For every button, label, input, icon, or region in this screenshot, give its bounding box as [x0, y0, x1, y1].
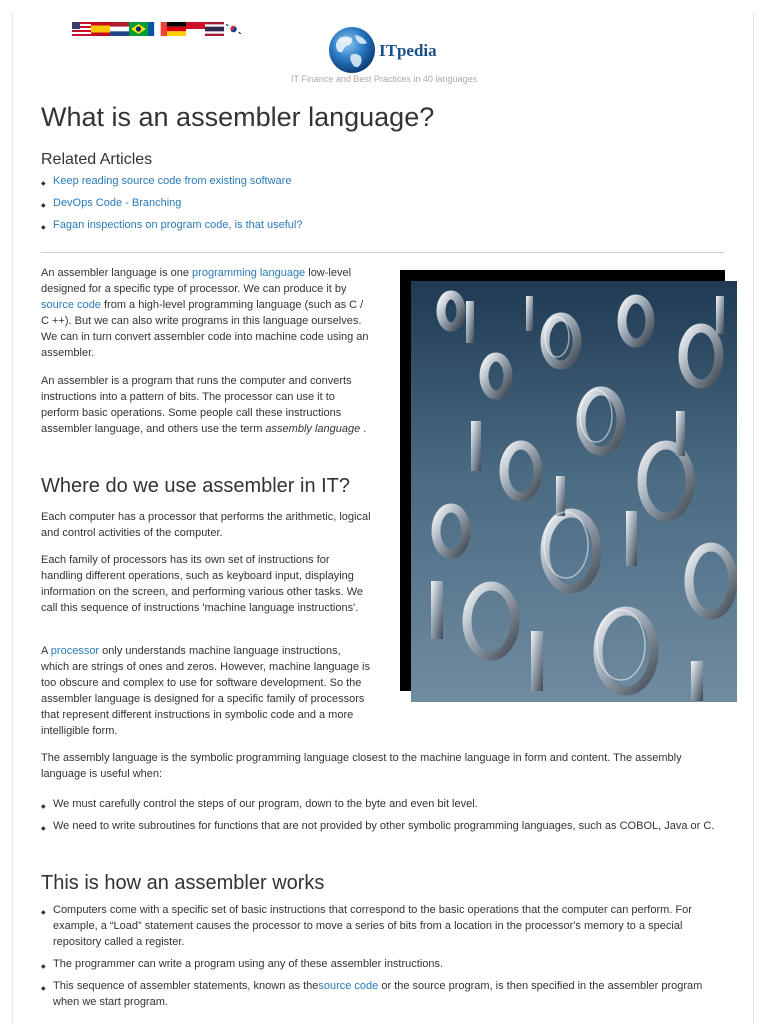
logo-text: ITpedia: [379, 41, 437, 60]
text-span: or the source program, is then specified in the assembler program when we start program.: [53, 980, 703, 1008]
related-articles-list: [41, 174, 302, 240]
list-item: ◆ We must carefully control the steps of our program, down to the byte and even bit level.: [41, 796, 726, 812]
flag-nl-icon[interactable]: [110, 22, 129, 36]
flag-br-icon[interactable]: [129, 22, 148, 36]
related-link-source-code[interactable]: Keep reading source code from existing software: [53, 175, 292, 187]
assembler-paragraph: [41, 373, 371, 437]
section-divider: [41, 252, 725, 253]
assembly-usefulness-paragraph: The assembly language is the symbolic programming language closest to the machine language in form and content. The assembly language is useful when:: [41, 752, 682, 780]
list-item: [41, 174, 302, 196]
how-heading: This is how an assembler works: [41, 872, 325, 894]
page-border-left: [12, 12, 13, 1024]
list-item: ◆ Computers come with a specific set of basic instructions that correspond to the basic operations that the computer can perform. For example, a “Load” statement causes the processor to move a series of bits from a location in the processor's memory to a special repository called a register.: [41, 902, 726, 950]
article-image: [400, 270, 737, 702]
text-span: A: [41, 645, 51, 657]
flag-us-icon[interactable]: [72, 22, 91, 36]
list-item: [41, 218, 302, 240]
assembly-language-term: assembly language: [265, 423, 361, 435]
text-span: An assembler is a program that runs the computer and converts instructions into a pattern of bits. The processor can use it to perform basic operations. Some people call these instructions assembler language, and others use the term: [41, 375, 352, 435]
text-span: from a high-level programming language (such as C / C ++). But we can also write programs in this language ourselves. We can in turn convert assembler code into machine code using an assembler.: [41, 299, 369, 359]
processor-link[interactable]: processor: [50, 645, 100, 657]
flag-th-icon[interactable]: [205, 22, 224, 36]
page-border-right: [753, 12, 754, 1024]
related-link-devops[interactable]: DevOps Code - Branching: [53, 197, 182, 209]
intro-paragraph: [41, 265, 371, 361]
binary-digits-image: [411, 281, 737, 702]
list-item: ◆ We need to write subroutines for functions that are not provided by other symbolic programming languages, such as COBOL, Java or C.: [41, 818, 726, 834]
source-code-link[interactable]: source code: [41, 299, 101, 311]
text-span: This sequence of assembler statements, known as the: [53, 980, 319, 992]
related-link-fagan[interactable]: Fagan inspections on program code, is that useful?: [53, 219, 303, 231]
where-heading: Where do we use assembler in IT?: [41, 475, 351, 497]
language-flags: [72, 22, 243, 36]
site-logo[interactable]: [327, 25, 437, 75]
text-span: .: [360, 423, 367, 435]
flag-fr-icon[interactable]: [148, 22, 167, 36]
flag-es-icon[interactable]: [91, 22, 110, 36]
list-item: ◆ The programmer can write a program using any of these assembler instructions.: [41, 956, 726, 972]
uses-list: [41, 796, 726, 834]
how-list: [41, 902, 726, 1010]
list-item: [41, 978, 726, 1010]
source-code-link-2[interactable]: source code: [318, 980, 379, 992]
text-span: only understands machine language instructions, which are strings of ones and zeros. However, machine language is too obscure and complex to use for software development. So the assembler language is designed for a specific family of processors that represent different instructions in symbolic code and a more intelligible form.: [41, 645, 370, 737]
page-title: What is an assembler language?: [41, 102, 435, 132]
machine-language-paragraph: [41, 643, 371, 739]
flag-id-icon[interactable]: [186, 22, 205, 36]
processor-paragraph: Each computer has a processor that performs the arithmetic, logical and control activities of the computer.: [41, 511, 371, 539]
list-item: [41, 196, 302, 218]
globe-icon: [327, 25, 377, 75]
flag-kr-icon[interactable]: [224, 22, 243, 36]
flag-de-icon[interactable]: [167, 22, 186, 36]
site-tagline: IT Finance and Best Practices in 40 languages: [291, 74, 477, 84]
instructions-paragraph: Each family of processors has its own set of instructions for handling different operations, such as keyboard input, displaying information on the screen, and performing various other tasks. We call this sequence of instructions 'machine language instructions'.: [41, 554, 364, 614]
programming-language-link[interactable]: programming language: [192, 267, 306, 279]
text-span: An assembler language is one: [41, 267, 193, 279]
text-span: low-level designed for a specific type of processor. We can produce it by: [41, 267, 352, 295]
related-articles-heading: Related Articles: [41, 151, 153, 168]
